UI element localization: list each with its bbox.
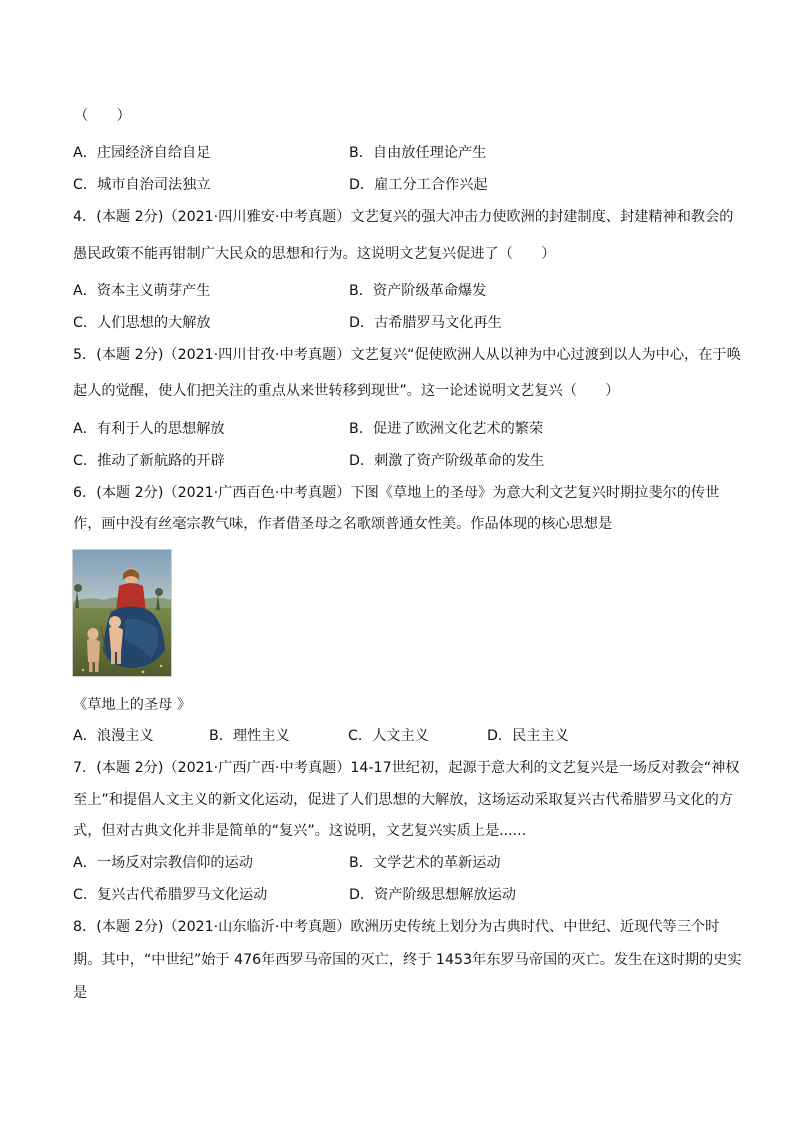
q3-option-c[interactable]: C．城市自治司法独立 (73, 177, 211, 193)
q8-stem-line2: 期。其中，“中世纪”始于 476年西罗马帝国的灭亡，终于 1453年东罗马帝国的灭亡。发生在这时期的史实 (73, 952, 742, 968)
q8-stem-line1: 8．(本题 2分)（2021·山东临沂·中考真题）欧洲历史传统上划分为古典时代、中世纪、近现代等三个时 (73, 919, 720, 935)
q6-option-a[interactable]: A．浪漫主义 (73, 728, 154, 744)
q6-option-d[interactable]: D．民主主义 (487, 728, 569, 744)
q8-stem-line3: 是 (73, 985, 88, 1001)
q4-stem-line2: 愚民政策不能再钳制广大民众的思想和行为。这说明文艺复兴促进了（ ） (73, 246, 556, 262)
q4-stem-line1: 4．(本题 2分)（2021·四川雅安·中考真题）文艺复兴的强大冲击力使欧洲的封建制度、封建精神和教会的 (73, 209, 734, 225)
q6-option-b[interactable]: B．理性主义 (209, 728, 290, 744)
q4-option-d[interactable]: D．古希腊罗马文化再生 (349, 315, 502, 331)
q6-option-c[interactable]: C．人文主义 (348, 728, 429, 744)
q7-stem-line1: 7．(本题 2分)（2021·广西广西·中考真题）14-17世纪初，起源于意大利的文艺复兴是一场反对教会“神权 (73, 760, 740, 776)
q6-stem-line1: 6．(本题 2分)（2021·广西百色·中考真题）下图《草地上的圣母》为意大利文艺复兴时期拉斐尔的传世 (73, 485, 720, 501)
q3-option-a[interactable]: A．庄园经济自给自足 (73, 145, 211, 161)
q4-option-c[interactable]: C．人们思想的大解放 (73, 315, 211, 331)
q7-option-d[interactable]: D．资产阶级思想解放运动 (349, 887, 516, 903)
madonna-of-the-meadow-painting (72, 549, 172, 677)
q5-stem-line2: 起人的觉醒，使人们把关注的重点从来世转移到现世”。这一论述说明文艺复兴（ ） (73, 383, 620, 399)
q7-stem-line2: 至上”和提倡人文主义的新文化运动，促进了人们思想的大解放，这场运动采取复兴古代希腊罗马文化的方 (73, 792, 733, 808)
q7-option-a[interactable]: A．一场反对宗教信仰的运动 (73, 855, 253, 871)
q7-option-c[interactable]: C．复兴古代希腊罗马文化运动 (73, 887, 268, 903)
q5-option-c[interactable]: C．推动了新航路的开辟 (73, 453, 225, 469)
q4-option-a[interactable]: A．资本主义萌芽产生 (73, 283, 211, 299)
q4-option-b[interactable]: B．资产阶级革命爆发 (349, 283, 487, 299)
q3-option-b[interactable]: B．自由放任理论产生 (349, 145, 487, 161)
painting-caption: 《草地上的圣母 》 (73, 697, 192, 713)
q7-stem-line3: 式，但对古典文化并非是简单的“复兴”。这说明，文艺复兴实质上是...... (73, 823, 527, 839)
q3-answer-blank: （ ） (74, 108, 131, 124)
q3-option-d[interactable]: D．雇工分工合作兴起 (349, 177, 488, 193)
q5-option-d[interactable]: D．刺激了资产阶级革命的发生 (349, 453, 545, 469)
q5-option-a[interactable]: A．有利于人的思想解放 (73, 421, 225, 437)
q5-stem-line1: 5．(本题 2分)（2021·四川甘孜·中考真题）文艺复兴“促使欧洲人从以神为中心过渡到以人为中心，在于唤 (73, 347, 741, 363)
q6-stem-line2: 作，画中没有丝毫宗教气味，作者借圣母之名歌颂普通女性美。作品体现的核心思想是 (73, 516, 613, 532)
q5-option-b[interactable]: B．促进了欧洲文化艺术的繁荣 (349, 421, 544, 437)
q7-option-b[interactable]: B．文学艺术的革新运动 (349, 855, 501, 871)
